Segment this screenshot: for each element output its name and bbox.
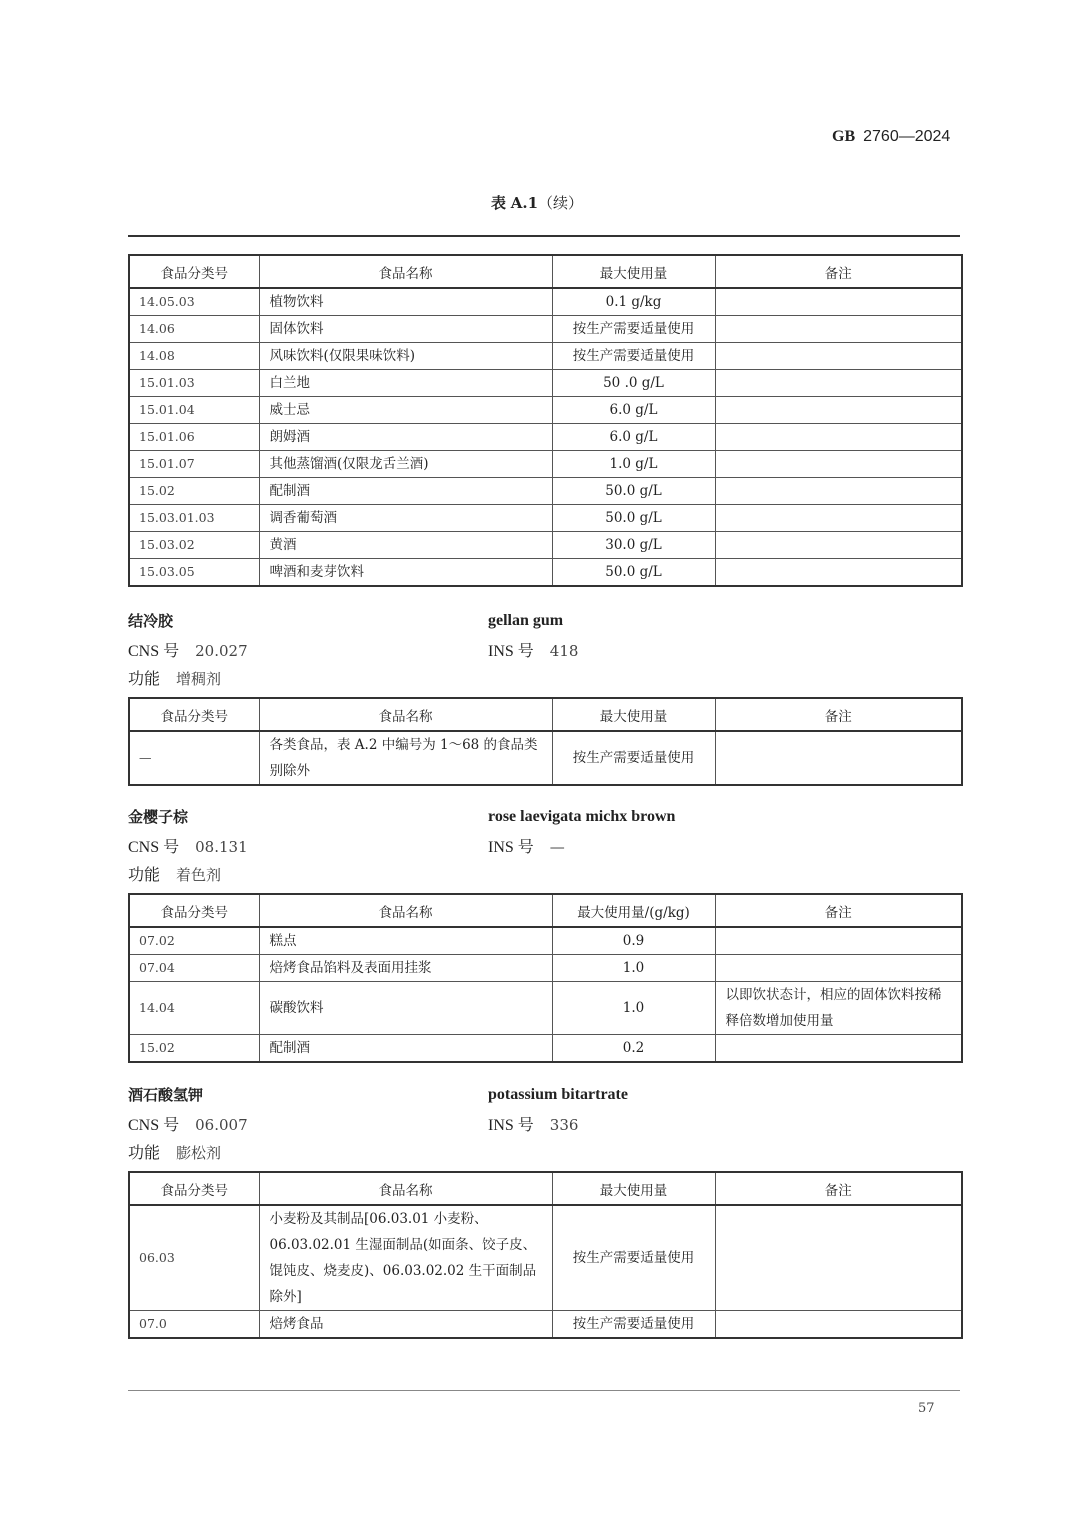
cell-code: — — [129, 731, 259, 785]
cell-code: 15.01.06 — [129, 424, 259, 451]
table-row — [129, 451, 962, 478]
cell-code: 15.02 — [129, 478, 259, 505]
cell-note: 以即饮状态计，相应的固体饮料按稀释倍数增加使用量 — [715, 982, 962, 1035]
cell-max-usage: 50.0 g/L — [552, 478, 715, 505]
table-row — [129, 288, 962, 316]
col-header-name: 食品名称 — [259, 698, 552, 731]
cell-max-usage: 0.1 g/kg — [552, 288, 715, 316]
function-label: 功能 — [128, 1145, 161, 1162]
cell-note — [715, 288, 962, 316]
table-row — [129, 559, 962, 587]
additive-name-en: gellan gum — [488, 612, 564, 629]
cell-food-name: 威士忌 — [259, 397, 552, 424]
ins-value: 336 — [549, 1116, 579, 1134]
cell-code: 15.03.05 — [129, 559, 259, 587]
cell-note — [715, 397, 962, 424]
function-value: 增稠剂 — [176, 670, 222, 688]
col-header-max: 最大使用量 — [552, 255, 715, 288]
cell-max-usage: 按生产需要适量使用 — [552, 731, 715, 785]
cell-code: 14.04 — [129, 982, 259, 1035]
cell-code: 15.01.07 — [129, 451, 259, 478]
table-title-id: A.1 — [510, 194, 539, 212]
standard-number: 2760—2024 — [863, 128, 951, 145]
cell-note — [715, 559, 962, 587]
cell-food-name: 固体饮料 — [259, 316, 552, 343]
function-value: 膨松剂 — [176, 1144, 222, 1162]
col-header-code: 食品分类号 — [129, 255, 259, 288]
cell-food-name: 调香葡萄酒 — [259, 505, 552, 532]
cns-label: CNS 号 — [128, 643, 180, 660]
usage-table-continued — [128, 254, 963, 587]
cell-max-usage: 50.0 g/L — [552, 505, 715, 532]
cell-code: 15.03.02 — [129, 532, 259, 559]
col-header-name: 食品名称 — [259, 894, 552, 927]
cns-value: 20.027 — [195, 642, 248, 660]
cell-max-usage: 按生产需要适量使用 — [552, 343, 715, 370]
function-value: 着色剂 — [176, 866, 222, 884]
cell-code: 07.0 — [129, 1311, 259, 1339]
table-row — [129, 955, 962, 982]
table-row — [129, 731, 962, 785]
ins-value: 418 — [549, 642, 579, 660]
cell-food-name: 小麦粉及其制品[06.03.01 小麦粉、06.03.02.01 生湿面制品(如面条、饺子皮、馄饨皮、烧麦皮)、06.03.02.02 生干面制品除外] — [259, 1205, 552, 1311]
table-row — [129, 982, 962, 1035]
col-header-code: 食品分类号 — [129, 1172, 259, 1205]
cell-code: 14.05.03 — [129, 288, 259, 316]
usage-table-potassium-bitartrate — [128, 1171, 963, 1339]
cell-food-name: 各类食品，表 A.2 中编号为 1～68 的食品类别除外 — [259, 731, 552, 785]
cell-code: 06.03 — [129, 1205, 259, 1311]
cell-food-name: 碳酸饮料 — [259, 982, 552, 1035]
table-title-prefix: 表 — [490, 194, 506, 212]
cell-food-name: 其他蒸馏酒(仅限龙舌兰酒) — [259, 451, 552, 478]
page-number: 57 — [918, 1401, 935, 1416]
usage-table-gellan-gum — [128, 697, 963, 786]
cell-max-usage: 按生产需要适量使用 — [552, 316, 715, 343]
col-header-max: 最大使用量 — [552, 698, 715, 731]
cell-note — [715, 343, 962, 370]
cns-label: CNS 号 — [128, 839, 180, 856]
cell-max-usage: 6.0 g/L — [552, 397, 715, 424]
cell-max-usage: 1.0 g/L — [552, 451, 715, 478]
table-row — [129, 316, 962, 343]
cell-note — [715, 451, 962, 478]
col-header-note: 备注 — [715, 255, 962, 288]
cell-max-usage: 按生产需要适量使用 — [552, 1205, 715, 1311]
col-header-note: 备注 — [715, 1172, 962, 1205]
cell-note — [715, 1035, 962, 1063]
cell-note — [715, 1205, 962, 1311]
cell-food-name: 糕点 — [259, 927, 552, 955]
usage-table-rose-laevigata — [128, 893, 963, 1063]
cell-note — [715, 424, 962, 451]
cell-max-usage: 1.0 — [552, 982, 715, 1035]
ins-label: INS 号 — [488, 1117, 534, 1134]
cns-label: CNS 号 — [128, 1117, 180, 1134]
table-title-suffix: （续） — [538, 194, 584, 212]
col-header-note: 备注 — [715, 698, 962, 731]
cell-note — [715, 478, 962, 505]
table-row — [129, 343, 962, 370]
standard-code — [832, 128, 950, 146]
cns-value: 08.131 — [195, 838, 248, 856]
table-row — [129, 424, 962, 451]
cell-food-name: 白兰地 — [259, 370, 552, 397]
cell-max-usage: 50 .0 g/L — [552, 370, 715, 397]
function-label: 功能 — [128, 671, 161, 688]
table-row — [129, 532, 962, 559]
cell-food-name: 植物饮料 — [259, 288, 552, 316]
col-header-name: 食品名称 — [259, 1172, 552, 1205]
additive-name-zh: 结冷胶 — [128, 612, 174, 630]
cell-max-usage: 0.9 — [552, 927, 715, 955]
table-row — [129, 1311, 962, 1339]
cell-note — [715, 505, 962, 532]
cell-note — [715, 316, 962, 343]
cell-code: 14.08 — [129, 343, 259, 370]
cell-max-usage: 30.0 g/L — [552, 532, 715, 559]
col-header-max: 最大使用量/(g/kg) — [552, 894, 715, 927]
cell-note — [715, 955, 962, 982]
cell-food-name: 焙烤食品馅料及表面用挂浆 — [259, 955, 552, 982]
cell-code: 15.02 — [129, 1035, 259, 1063]
cell-max-usage: 6.0 g/L — [552, 424, 715, 451]
col-header-code: 食品分类号 — [129, 894, 259, 927]
cns-value: 06.007 — [195, 1116, 248, 1134]
table-row — [129, 1205, 962, 1311]
additive-name-zh: 金樱子棕 — [128, 808, 189, 826]
table-title — [0, 192, 1074, 213]
cell-max-usage: 1.0 — [552, 955, 715, 982]
standard-prefix: GB — [832, 128, 856, 145]
table-row — [129, 505, 962, 532]
cell-food-name: 配制酒 — [259, 1035, 552, 1063]
cell-code: 15.01.03 — [129, 370, 259, 397]
cell-max-usage: 50.0 g/L — [552, 559, 715, 587]
table-row — [129, 927, 962, 955]
ins-label: INS 号 — [488, 643, 534, 660]
ins-value: — — [549, 838, 565, 856]
cell-code: 07.02 — [129, 927, 259, 955]
ins-label: INS 号 — [488, 839, 534, 856]
cell-note — [715, 927, 962, 955]
cell-code: 14.06 — [129, 316, 259, 343]
additive-name-en: potassium bitartrate — [488, 1086, 628, 1103]
col-header-name: 食品名称 — [259, 255, 552, 288]
cell-max-usage: 0.2 — [552, 1035, 715, 1063]
col-header-max: 最大使用量 — [552, 1172, 715, 1205]
cell-note — [715, 1311, 962, 1339]
cell-code: 15.01.04 — [129, 397, 259, 424]
table-row — [129, 478, 962, 505]
cell-food-name: 啤酒和麦芽饮料 — [259, 559, 552, 587]
cell-note — [715, 731, 962, 785]
col-header-note: 备注 — [715, 894, 962, 927]
cell-code: 07.04 — [129, 955, 259, 982]
additive-name-zh: 酒石酸氢钾 — [128, 1086, 204, 1104]
function-label: 功能 — [128, 867, 161, 884]
cell-food-name: 朗姆酒 — [259, 424, 552, 451]
table-row — [129, 370, 962, 397]
bottom-rule — [128, 1390, 960, 1391]
col-header-code: 食品分类号 — [129, 698, 259, 731]
cell-note — [715, 370, 962, 397]
cell-max-usage: 按生产需要适量使用 — [552, 1311, 715, 1339]
cell-food-name: 配制酒 — [259, 478, 552, 505]
top-rule — [128, 235, 960, 237]
table-row — [129, 1035, 962, 1063]
cell-code: 15.03.01.03 — [129, 505, 259, 532]
additive-name-en: rose laevigata michx brown — [488, 808, 676, 825]
table-row — [129, 397, 962, 424]
cell-food-name: 风味饮料(仅限果味饮料) — [259, 343, 552, 370]
cell-food-name: 黄酒 — [259, 532, 552, 559]
cell-note — [715, 532, 962, 559]
cell-food-name: 焙烤食品 — [259, 1311, 552, 1339]
